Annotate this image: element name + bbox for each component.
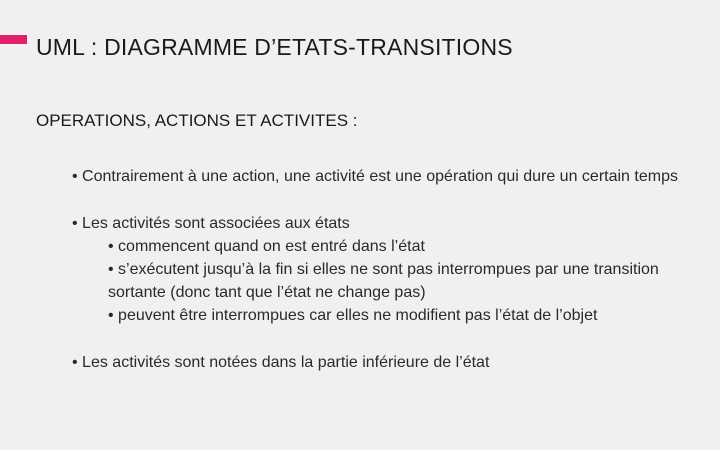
sub-bullet-item: • peuvent être interrompues car elles ne modifient pas l’état de l’objet bbox=[108, 307, 598, 324]
bullet-list bbox=[72, 165, 682, 374]
title-accent-bar bbox=[0, 35, 27, 44]
section-heading: OPERATIONS, ACTIONS ET ACTIVITES : bbox=[36, 111, 358, 130]
bullet-item: • Contrairement à une action, une activité est une opération qui dure un certain temps bbox=[72, 168, 678, 185]
bullet-item: • Les activités sont notées dans la partie inférieure de l’état bbox=[72, 354, 490, 371]
sub-bullet-item: • s’exécutent jusqu’à la fin si elles ne sont pas interrompues par une transition sortante (donc tant que l’état ne change pas) bbox=[108, 261, 659, 301]
bullet-item: • Les activités sont associées aux états bbox=[72, 215, 350, 232]
slide-title: UML : DIAGRAMME D’ETATS-TRANSITIONS bbox=[36, 34, 513, 60]
sub-bullet-item: • commencent quand on est entré dans l’état bbox=[108, 238, 425, 255]
